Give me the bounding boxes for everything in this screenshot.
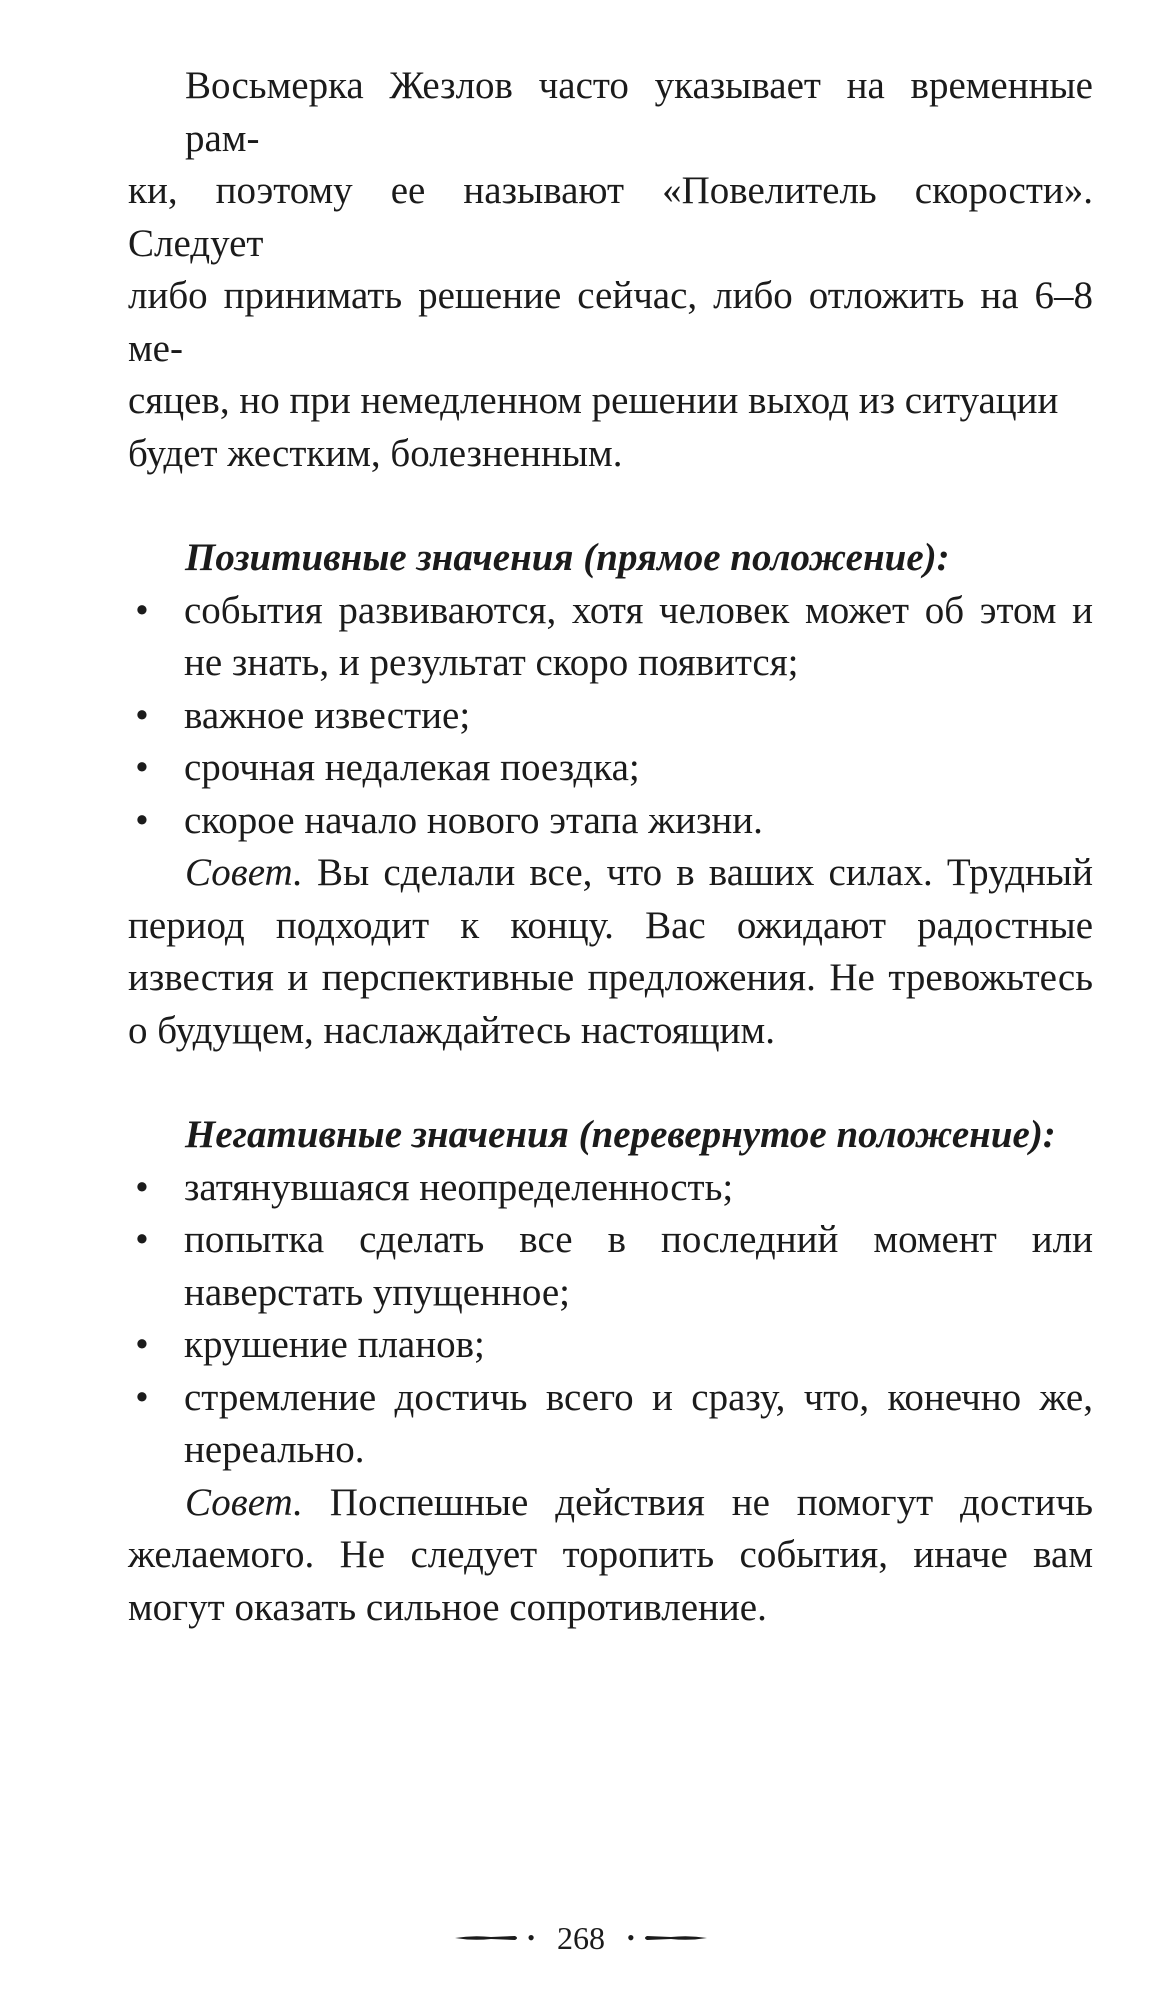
bullet-icon: • [135,746,149,789]
section-gap [128,1057,1093,1109]
list-item [128,690,1093,743]
ornament-dot-icon: • [627,1925,635,1950]
right-ornament-icon [639,1930,709,1946]
bullet-icon: • [135,1375,149,1419]
positive-advice [128,847,1093,1057]
negative-advice [128,1477,1093,1635]
negative-list [128,1162,1093,1477]
list-item-text: стремление достичь всего и сразу, что, конечно же, нереально. [184,1375,1093,1471]
list-item-text: важное известие; [184,693,471,737]
list-item-text: крушение планов; [184,1323,485,1366]
negative-heading: Негативные значения (перевернутое положение): [185,1113,1056,1156]
left-ornament-icon [453,1930,523,1946]
intro-line: ки, поэтому ее называют «Повелитель скорости». Следует [128,169,1093,265]
list-item [128,1372,1093,1477]
advice-label: Совет. [185,1480,303,1524]
bullet-icon: • [135,588,149,632]
intro-line: Восьмерка Жезлов часто указывает на временные рам- [185,64,1093,160]
advice-text: Поспешные действия не помогут достичь желаемого. Не следует торопить события, иначе вам могут оказать сильное сопротивление. [128,1480,1093,1629]
list-item [128,1162,1093,1215]
bullet-icon: • [135,1165,149,1209]
list-item [128,585,1093,690]
positive-list [128,585,1093,848]
intro-line: будет жестким, болезненным. [128,431,623,475]
ornament-dot-icon: • [527,1925,535,1950]
list-item [128,1214,1093,1319]
list-item [128,795,1093,848]
intro-paragraph [128,60,1093,480]
bullet-icon: • [135,1218,149,1261]
advice-label: Совет. [185,851,303,894]
list-item-text: попытка сделать все в последний момент или наверстать упущенное; [184,1218,1093,1314]
list-item-text: затянувшаяся неопределенность; [184,1165,734,1209]
bullet-icon: • [135,1323,149,1366]
intro-line: сяцев, но при немедленном решении выход из ситуации [128,379,1059,422]
page-footer [0,1908,1162,1968]
page-content [128,60,1093,1634]
bullet-icon: • [135,798,149,842]
list-item [128,742,1093,795]
positive-heading: Позитивные значения (прямое положение): [185,536,950,579]
list-item-text: скорое начало нового этапа жизни. [184,798,763,842]
advice-text: Вы сделали все, что в ваших силах. Трудный период подходит к концу. Вас ожидают радостные известия и перспективные предложения. Не тревожьтесь о будущем, наслаждайтесь настоящим. [128,851,1093,1052]
section-gap [128,480,1093,532]
list-item [128,1319,1093,1372]
page-number: 268 [557,1919,605,1956]
intro-line: либо принимать решение сейчас, либо отложить на 6–8 ме- [128,274,1093,370]
list-item-text: события развиваются, хотя человек может об этом и не знать, и результат скоро появится; [184,588,1093,684]
list-item-text: срочная недалекая поездка; [184,746,640,789]
bullet-icon: • [135,693,149,737]
